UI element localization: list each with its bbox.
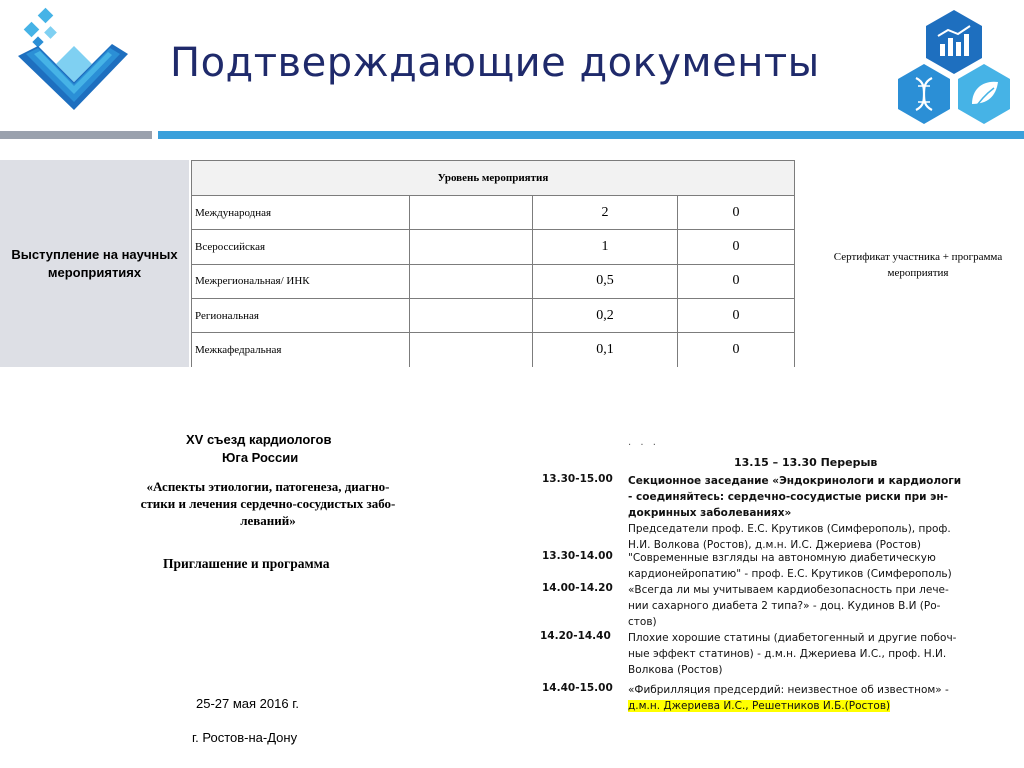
program-text bbox=[628, 682, 974, 714]
level-score: 0,2 bbox=[533, 298, 678, 332]
program-line: "Современные взгляды на автономную диабетическую bbox=[628, 552, 936, 564]
empty-cell bbox=[410, 196, 533, 230]
program-line: Плохие хорошие статины (диабетогенный и другие побоч- bbox=[628, 632, 957, 644]
slide-title: Подтверждающие документы bbox=[170, 40, 820, 86]
level-name: Межкафедральная bbox=[192, 333, 410, 367]
program-text bbox=[628, 582, 974, 630]
table-row bbox=[192, 333, 795, 367]
program-line: Секционное заседание «Эндокринологи и кардиологи bbox=[628, 475, 962, 487]
invitation-date: 25-27 мая 2016 г. bbox=[196, 696, 299, 711]
level-alt-score: 0 bbox=[678, 264, 795, 298]
level-score: 0,5 bbox=[533, 264, 678, 298]
level-name: Межрегиональная/ ИНК bbox=[192, 264, 410, 298]
program-break: 13.15 – 13.30 Перерыв bbox=[734, 456, 878, 469]
level-score: 1 bbox=[533, 230, 678, 264]
program-line: «Всегда ли мы учитываем кардиобезопасность при лече- bbox=[628, 584, 949, 596]
table-row bbox=[192, 298, 795, 332]
empty-cell bbox=[410, 298, 533, 332]
invitation-city: г. Ростов-на-Дону bbox=[192, 730, 298, 745]
criteria-line-1: Выступление на научных bbox=[11, 246, 178, 262]
invitation-program-label: Приглашение и программа bbox=[163, 556, 330, 571]
program-line: кардионейропатию" - проф. Е.С. Крутиков (Симферополь) bbox=[628, 568, 952, 580]
topic-line: леваний» bbox=[240, 513, 296, 528]
topic-line: «Аспекты этиологии, патогенеза, диагно- bbox=[146, 479, 390, 494]
level-name: Региональная bbox=[192, 298, 410, 332]
invitation-title-2: Юга России bbox=[222, 450, 299, 465]
program-line: Волкова (Ростов) bbox=[628, 664, 723, 676]
program-time: 14.00-14.20 bbox=[542, 582, 613, 594]
program-text bbox=[628, 550, 974, 582]
program-line: Председатели проф. Е.С. Крутиков (Симферополь), проф. bbox=[628, 523, 951, 535]
program-text bbox=[628, 473, 974, 553]
leaf-hexagon-icon bbox=[958, 64, 1010, 124]
ellipsis-dots: · · · bbox=[628, 440, 659, 451]
document-requirement-note bbox=[812, 249, 1024, 281]
table-row bbox=[192, 196, 795, 230]
table-header: Уровень мероприятия bbox=[192, 161, 795, 196]
hexagon-icons-cluster bbox=[892, 6, 1016, 126]
topic-line: стики и лечения сердечно-сосудистых забо- bbox=[140, 496, 396, 511]
program-time: 13.30-15.00 bbox=[542, 473, 613, 485]
header-rule-blue bbox=[158, 131, 1024, 139]
table-header-row bbox=[192, 161, 795, 196]
invitation-topic bbox=[118, 478, 418, 529]
program-line: ные эффект статинов) - д.м.н. Джериева И.С., проф. Н.И. bbox=[628, 648, 947, 660]
invitation-title-1: XV съезд кардиологов bbox=[186, 432, 332, 447]
note-line-1: Сертификат участника + программа bbox=[833, 251, 1003, 263]
empty-cell bbox=[410, 264, 533, 298]
level-alt-score: 0 bbox=[678, 230, 795, 264]
level-alt-score: 0 bbox=[678, 196, 795, 230]
level-score: 2 bbox=[533, 196, 678, 230]
level-alt-score: 0 bbox=[678, 333, 795, 367]
program-time: 14.20-14.40 bbox=[540, 630, 611, 642]
highlighted-speakers: д.м.н. Джериева И.С., Решетников И.Б.(Ростов) bbox=[628, 700, 891, 712]
analytics-hexagon-icon bbox=[926, 10, 982, 74]
program-time: 14.40-15.00 bbox=[542, 682, 613, 694]
level-name: Всероссийская bbox=[192, 230, 410, 264]
level-name: Международная bbox=[192, 196, 410, 230]
program-line: стов) bbox=[628, 616, 657, 628]
level-score: 0,1 bbox=[533, 333, 678, 367]
program-line: - соединяйтесь: сердечно-сосудистые риски при эн- bbox=[628, 491, 948, 503]
program-line: «Фибрилляция предсердий: неизвестное об известном» - bbox=[628, 684, 949, 696]
level-alt-score: 0 bbox=[678, 298, 795, 332]
header-rule-grey bbox=[0, 131, 152, 139]
criteria-line-2: мероприятиях bbox=[47, 264, 142, 280]
criteria-cell bbox=[0, 160, 189, 367]
program-excerpt bbox=[530, 440, 1024, 768]
empty-cell bbox=[410, 230, 533, 264]
note-line-2: мероприятия bbox=[887, 267, 949, 279]
program-line: Н.И. Волкова (Ростов), д.м.н. И.С. Джериева (Ростов) bbox=[628, 539, 922, 551]
table-row bbox=[192, 264, 795, 298]
event-level-table bbox=[191, 160, 795, 367]
program-text bbox=[628, 630, 974, 678]
empty-cell bbox=[410, 333, 533, 367]
program-line: докринных заболеваниях» bbox=[628, 507, 792, 519]
table-row bbox=[192, 230, 795, 264]
dna-hexagon-icon bbox=[898, 64, 950, 124]
program-time: 13.30-14.00 bbox=[542, 550, 613, 562]
program-line: нии сахарного диабета 2 типа?» - доц. Кудинов В.И (Ро- bbox=[628, 600, 941, 612]
blue-chevron-logo-icon bbox=[12, 6, 132, 126]
